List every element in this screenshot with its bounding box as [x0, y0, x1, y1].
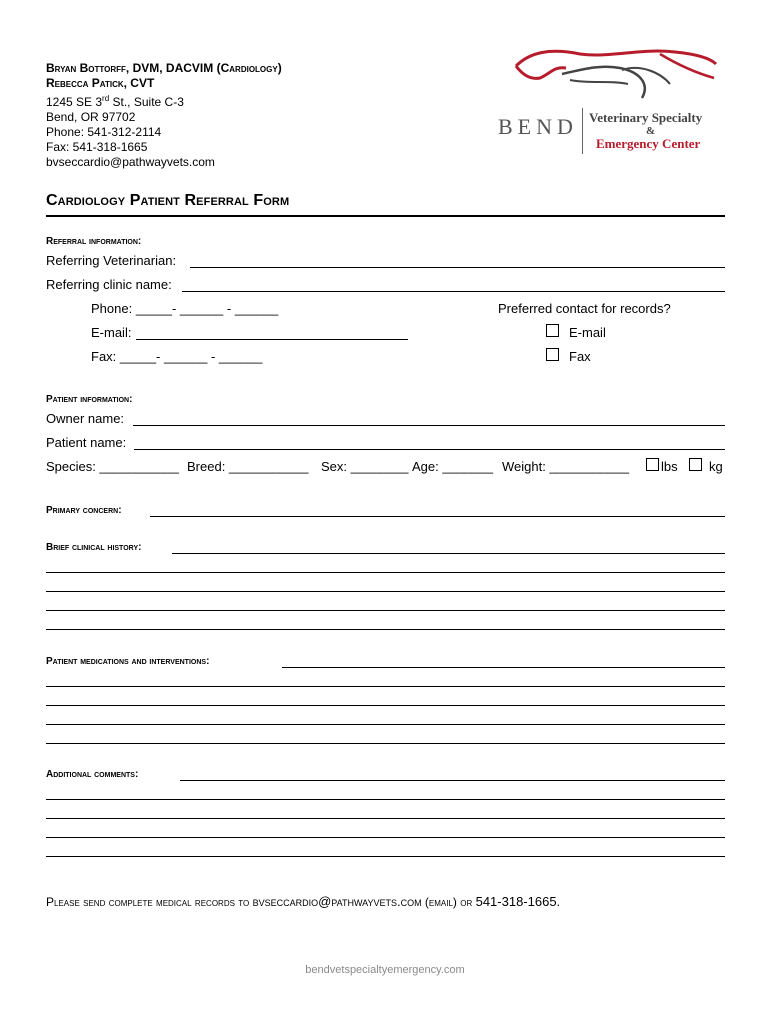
fax-option-label: Fax	[569, 349, 591, 364]
age-field[interactable]: Age: _______	[412, 459, 493, 474]
records-note	[46, 894, 560, 910]
logo-line2: Emergency Center	[596, 136, 701, 151]
patient-name-label: Patient name:	[46, 435, 127, 450]
clinical-history-label: Brief clinical history:	[46, 542, 142, 553]
referral-phone-field[interactable]: Phone: _____- ______ - ______	[91, 301, 279, 316]
records-fax: 541-318-1665.	[475, 894, 561, 909]
records-note-middle: (email) or	[421, 895, 476, 909]
referral-email-label: E-mail:	[91, 325, 132, 340]
primary-concern-field[interactable]	[150, 516, 725, 517]
logo-amp: &	[646, 125, 656, 137]
clinical-history-line[interactable]	[172, 553, 725, 554]
referral-heading: Referral information:	[46, 236, 142, 247]
vet-name: Bryan Bottorff, DVM, DACVIM (Cardiology)	[46, 61, 282, 75]
referring-clinic-field[interactable]	[182, 291, 725, 292]
contact-block	[46, 61, 282, 170]
medications-line[interactable]	[46, 743, 725, 744]
comments-line[interactable]	[46, 818, 725, 819]
primary-concern-label: Primary concern:	[46, 505, 122, 516]
fax-checkbox[interactable]	[546, 348, 559, 361]
email: bvseccardio@pathwayvets.com	[46, 155, 215, 169]
patient-name-field[interactable]	[134, 449, 725, 450]
referring-vet-label: Referring Veterinarian:	[46, 253, 177, 268]
footer-url: bendvetspecialtyemergency.com	[305, 964, 465, 976]
kg-checkbox[interactable]	[689, 458, 702, 471]
fax: Fax: 541-318-1665	[46, 140, 148, 154]
email-option-label: E-mail	[569, 325, 606, 340]
logo-bend: BEND	[498, 114, 578, 139]
comments-label: Additional comments:	[46, 769, 139, 780]
address	[46, 91, 282, 110]
form-title: Cardiology Patient Referral Form	[46, 192, 290, 209]
referring-vet-field[interactable]	[190, 267, 725, 268]
referring-clinic-label: Referring clinic name:	[46, 277, 172, 292]
comments-line[interactable]	[46, 837, 725, 838]
comments-line[interactable]	[46, 799, 725, 800]
species-field[interactable]: Species: ___________	[46, 459, 180, 474]
address-suite: St., Suite C-3	[109, 95, 184, 109]
comments-line[interactable]	[180, 780, 725, 781]
medications-line[interactable]	[46, 705, 725, 706]
records-email: bvseccardio@pathwayvets.com	[252, 894, 422, 909]
medications-line[interactable]	[46, 724, 725, 725]
logo-divider	[582, 108, 583, 154]
clinical-history-line[interactable]	[46, 591, 725, 592]
breed-field[interactable]: Breed: ___________	[187, 459, 309, 474]
referral-fax-field[interactable]: Fax: _____- ______ - ______	[91, 349, 263, 364]
title-rule	[46, 215, 725, 217]
clinical-history-line[interactable]	[46, 610, 725, 611]
lbs-label: lbs	[661, 459, 678, 474]
clinical-history-line[interactable]	[46, 572, 725, 573]
weight-field[interactable]: Weight: ___________	[502, 459, 629, 474]
kg-label: kg	[709, 459, 723, 474]
sex-field[interactable]: Sex: ________	[321, 459, 409, 474]
medications-line[interactable]	[46, 686, 725, 687]
lbs-checkbox[interactable]	[646, 458, 659, 471]
running-dogs-icon	[510, 44, 720, 106]
city: Bend, OR 97702	[46, 110, 136, 124]
medications-label: Patient medications and interventions:	[46, 656, 210, 667]
referral-email-field[interactable]	[136, 339, 408, 340]
email-checkbox[interactable]	[546, 324, 559, 337]
medications-line[interactable]	[282, 667, 725, 668]
owner-name-label: Owner name:	[46, 411, 125, 426]
tech-name: Rebecca Patick, CVT	[46, 76, 155, 90]
records-note-prefix: Please send complete medical records to	[46, 895, 253, 909]
phone: Phone: 541-312-2114	[46, 125, 162, 139]
preferred-contact-label: Preferred contact for records?	[498, 301, 671, 316]
logo	[496, 44, 726, 156]
owner-name-field[interactable]	[133, 425, 725, 426]
patient-heading: Patient information:	[46, 394, 133, 405]
address-street: 1245 SE 3	[46, 95, 103, 109]
logo-line1: Veterinary Specialty	[589, 110, 703, 125]
comments-line[interactable]	[46, 856, 725, 857]
clinical-history-line[interactable]	[46, 629, 725, 630]
address-ordinal: rd	[102, 94, 110, 103]
